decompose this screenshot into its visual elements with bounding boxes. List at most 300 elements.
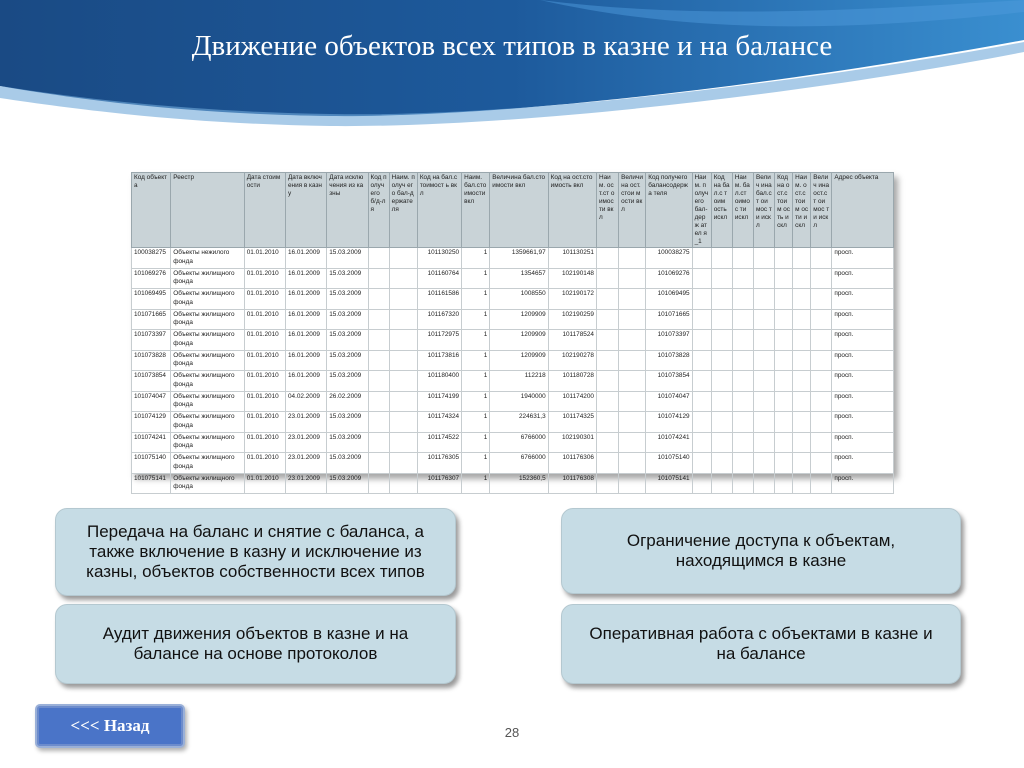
table-cell (753, 473, 774, 494)
table-cell: 01.01.2010 (244, 309, 285, 330)
table-cell (711, 371, 732, 392)
table-cell: 102190172 (548, 289, 596, 310)
table-cell: 15.03.2009 (327, 350, 368, 371)
table-cell (793, 330, 811, 351)
table-cell (775, 473, 793, 494)
table-cell (619, 248, 646, 269)
table-cell (692, 473, 711, 494)
table-cell (753, 371, 774, 392)
table-cell: 100038275 (132, 248, 171, 269)
table-cell: 01.01.2010 (244, 473, 285, 494)
table-cell: 15.03.2009 (327, 453, 368, 474)
table-cell: 102190259 (548, 309, 596, 330)
table-cell: 101073397 (646, 330, 692, 351)
table-cell (692, 371, 711, 392)
table-cell (389, 453, 417, 474)
table-cell (775, 330, 793, 351)
table-cell: Объекты нежилого фонда (171, 248, 244, 269)
table-cell (732, 248, 753, 269)
table-cell (711, 350, 732, 371)
table-cell: 152360,5 (490, 473, 548, 494)
table-cell (732, 432, 753, 453)
table-cell (619, 432, 646, 453)
table-cell: 224631,3 (490, 412, 548, 433)
table-header-cell: Наим. бал.ст оимос ти искл (732, 173, 753, 248)
table-cell (596, 391, 618, 412)
table-cell (811, 412, 832, 433)
table-cell (389, 432, 417, 453)
table-cell: просп. (832, 268, 894, 289)
table-cell (793, 391, 811, 412)
table-cell: 101071665 (646, 309, 692, 330)
table-cell (711, 473, 732, 494)
table-cell: 6766000 (490, 432, 548, 453)
table-cell (368, 268, 389, 289)
table-cell (692, 309, 711, 330)
table-cell: 01.01.2010 (244, 289, 285, 310)
table-cell (389, 391, 417, 412)
table-cell (596, 268, 618, 289)
table-cell: 101075140 (646, 453, 692, 474)
table-cell: 1 (462, 473, 490, 494)
table-cell (619, 412, 646, 433)
table-cell: 23.01.2009 (285, 432, 326, 453)
table-cell (775, 248, 793, 269)
table-cell: Объекты жилищного фонда (171, 309, 244, 330)
table-row (132, 391, 894, 412)
table-cell: Объекты жилищного фонда (171, 330, 244, 351)
table-cell: 1 (462, 412, 490, 433)
table-cell (793, 309, 811, 330)
table-cell (596, 350, 618, 371)
table-header-cell: Код получего балансодержа теля (646, 173, 692, 248)
table-cell: 100038275 (646, 248, 692, 269)
table-row (132, 473, 894, 494)
table-cell: 1 (462, 391, 490, 412)
table-cell: 01.01.2010 (244, 453, 285, 474)
table-cell (753, 248, 774, 269)
table-cell (753, 453, 774, 474)
table-cell (619, 473, 646, 494)
table-cell: Объекты жилищного фонда (171, 473, 244, 494)
table-cell (811, 268, 832, 289)
table-cell: 102190278 (548, 350, 596, 371)
table-cell: 26.02.2009 (327, 391, 368, 412)
table-cell (753, 412, 774, 433)
table-cell (732, 371, 753, 392)
table-cell: Объекты жилищного фонда (171, 453, 244, 474)
table-cell: 01.01.2010 (244, 330, 285, 351)
table-cell: 101176308 (548, 473, 596, 494)
table-cell (793, 432, 811, 453)
table-cell: Объекты жилищного фонда (171, 412, 244, 433)
table-cell (775, 412, 793, 433)
table-cell (775, 371, 793, 392)
table-cell (811, 432, 832, 453)
table-cell: 1 (462, 350, 490, 371)
table-cell (619, 289, 646, 310)
table-cell (775, 350, 793, 371)
table-cell (389, 330, 417, 351)
feature-box-access: Ограничение доступа к объектам, находящимся в казне (561, 508, 961, 594)
table-row (132, 432, 894, 453)
table-cell: 1 (462, 309, 490, 330)
table-cell (753, 289, 774, 310)
table-header-cell: Наим. бал.сто имости вкл (462, 173, 490, 248)
table-cell (692, 391, 711, 412)
table-cell: 1 (462, 330, 490, 351)
table-cell: 16.01.2009 (285, 330, 326, 351)
table-cell (732, 350, 753, 371)
table-cell: Объекты жилищного фонда (171, 350, 244, 371)
table-cell (732, 453, 753, 474)
table-cell (368, 248, 389, 269)
table-cell (775, 432, 793, 453)
table-cell: просп. (832, 371, 894, 392)
table-cell: 101174199 (417, 391, 461, 412)
table-row (132, 412, 894, 433)
table-cell: 01.01.2010 (244, 412, 285, 433)
table-cell (775, 268, 793, 289)
table-cell (389, 309, 417, 330)
table-cell: 102190148 (548, 268, 596, 289)
table-cell: 101073397 (132, 330, 171, 351)
table-cell: Объекты жилищного фонда (171, 289, 244, 310)
table-cell: 16.01.2009 (285, 350, 326, 371)
table-header-cell: Адрес объекта (832, 173, 894, 248)
table-cell: просп. (832, 391, 894, 412)
table-cell (368, 371, 389, 392)
table-header-cell: Велич ина бал.ст оимос ти искл (753, 173, 774, 248)
table-cell: 1 (462, 453, 490, 474)
table-header-cell: Наим. получ его бал-держ ател я_1 (692, 173, 711, 248)
table-cell (711, 289, 732, 310)
table-cell (811, 473, 832, 494)
table-cell: 101073828 (132, 350, 171, 371)
table-cell: 6766000 (490, 453, 548, 474)
table-cell: 16.01.2009 (285, 268, 326, 289)
table-cell (732, 412, 753, 433)
table-cell: 101172975 (417, 330, 461, 351)
table-cell: просп. (832, 350, 894, 371)
table-cell (596, 371, 618, 392)
table-cell (753, 309, 774, 330)
table-cell: 1209909 (490, 330, 548, 351)
table-cell: 15.03.2009 (327, 473, 368, 494)
table-cell: просп. (832, 473, 894, 494)
table-cell (596, 309, 618, 330)
table-cell (793, 371, 811, 392)
table-cell (619, 268, 646, 289)
objects-table (131, 172, 894, 494)
table-cell: 15.03.2009 (327, 330, 368, 351)
table-cell (692, 330, 711, 351)
table-cell (775, 453, 793, 474)
table-cell (389, 371, 417, 392)
table-cell: 101069276 (646, 268, 692, 289)
table-header-cell: Код на ост.с тоим ость искл (775, 173, 793, 248)
table-cell (753, 432, 774, 453)
table-row (132, 350, 894, 371)
table-cell (619, 309, 646, 330)
table-header-cell: Наи м. ост.с тоим ости искл (793, 173, 811, 248)
table-cell (711, 248, 732, 269)
table-cell (775, 309, 793, 330)
table-header-cell: Велич ина ост.ст оимос ти искл (811, 173, 832, 248)
table-cell (692, 350, 711, 371)
table-row (132, 309, 894, 330)
table-cell (811, 248, 832, 269)
table-cell (368, 391, 389, 412)
table-body (132, 248, 894, 494)
table-cell (732, 309, 753, 330)
table-cell: просп. (832, 289, 894, 310)
table-cell: 15.03.2009 (327, 371, 368, 392)
table-header-cell: Величина бал.стоимости вкл (490, 173, 548, 248)
table-cell (753, 391, 774, 412)
table-cell (619, 330, 646, 351)
table-cell (811, 453, 832, 474)
table-cell (793, 350, 811, 371)
table-cell (793, 268, 811, 289)
table-cell (596, 289, 618, 310)
table-cell: 16.01.2009 (285, 371, 326, 392)
table-cell (368, 432, 389, 453)
table-cell (692, 289, 711, 310)
table-cell: 101167320 (417, 309, 461, 330)
table-cell (368, 453, 389, 474)
table-header-cell: Наим. ост.ст оимос ти вкл (596, 173, 618, 248)
table-cell: просп. (832, 248, 894, 269)
table-cell (389, 268, 417, 289)
table-cell: 101074047 (132, 391, 171, 412)
table-cell (811, 391, 832, 412)
table-cell: 1940000 (490, 391, 548, 412)
table-cell: просп. (832, 432, 894, 453)
table-cell: 101073854 (646, 371, 692, 392)
table-header-cell: Дата исключения из казны (327, 173, 368, 248)
table-cell: 15.03.2009 (327, 412, 368, 433)
table-cell (692, 453, 711, 474)
table-cell: 1359661,97 (490, 248, 548, 269)
table-cell (692, 268, 711, 289)
table-row (132, 289, 894, 310)
table-cell (619, 350, 646, 371)
table-cell (711, 432, 732, 453)
table-cell: 101074129 (132, 412, 171, 433)
table-cell: 01.01.2010 (244, 248, 285, 269)
table-cell (811, 330, 832, 351)
table-cell: 101173816 (417, 350, 461, 371)
table-cell: 101160764 (417, 268, 461, 289)
table-cell: 1354657 (490, 268, 548, 289)
table-cell: 101174200 (548, 391, 596, 412)
table-cell (596, 473, 618, 494)
table-cell (596, 453, 618, 474)
table-cell (596, 412, 618, 433)
table-cell: 101069495 (132, 289, 171, 310)
table-cell (793, 473, 811, 494)
table-cell: просп. (832, 330, 894, 351)
table-cell (811, 371, 832, 392)
table-cell (775, 391, 793, 412)
table-header-cell: Величи на ост.стои мости вкл (619, 173, 646, 248)
table-header-cell: Дата стоимости (244, 173, 285, 248)
table-row (132, 268, 894, 289)
objects-table-screenshot (131, 172, 894, 490)
table-row (132, 330, 894, 351)
feature-box-audit: Аудит движения объектов в казне и на балансе на основе протоколов (55, 604, 456, 684)
table-header-cell: Код на бал.стоимост ь вкл (417, 173, 461, 248)
table-header-cell: Реестр (171, 173, 244, 248)
table-cell: Объекты жилищного фонда (171, 268, 244, 289)
table-cell: 01.01.2010 (244, 391, 285, 412)
table-cell (596, 330, 618, 351)
table-cell (711, 453, 732, 474)
table-cell: 101180400 (417, 371, 461, 392)
table-row (132, 371, 894, 392)
table-cell: 101174324 (417, 412, 461, 433)
table-cell: 112218 (490, 371, 548, 392)
table-cell (793, 412, 811, 433)
table-cell: 15.03.2009 (327, 268, 368, 289)
table-cell (732, 268, 753, 289)
table-cell (389, 473, 417, 494)
table-cell (753, 268, 774, 289)
table-cell: 101130250 (417, 248, 461, 269)
table-header-row (132, 173, 894, 248)
table-cell (711, 268, 732, 289)
table-cell: 101178524 (548, 330, 596, 351)
table-cell (811, 289, 832, 310)
table-cell (368, 289, 389, 310)
table-header-cell: Код на ост.стоимость вкл (548, 173, 596, 248)
table-cell: 1 (462, 371, 490, 392)
table-cell: 101161586 (417, 289, 461, 310)
table-cell: 1 (462, 432, 490, 453)
table-cell (368, 473, 389, 494)
table-row (132, 453, 894, 474)
table-cell (732, 289, 753, 310)
table-cell: 101174325 (548, 412, 596, 433)
table-cell (368, 330, 389, 351)
table-header-cell: Код получ его б/д-ля (368, 173, 389, 248)
table-cell: Объекты жилищного фонда (171, 391, 244, 412)
table-cell: 101074241 (132, 432, 171, 453)
table-header-cell: Код на бал.с тоим ость искл (711, 173, 732, 248)
table-header-cell: Наим. получ его бал-держате ля (389, 173, 417, 248)
table-cell: 1 (462, 268, 490, 289)
table-cell (619, 453, 646, 474)
table-cell (692, 412, 711, 433)
table-cell: 04.02.2009 (285, 391, 326, 412)
table-cell (732, 473, 753, 494)
table-cell (753, 330, 774, 351)
table-cell (596, 248, 618, 269)
table-cell: 15.03.2009 (327, 309, 368, 330)
table-cell: 15.03.2009 (327, 289, 368, 310)
table-cell (389, 248, 417, 269)
table-cell: 1 (462, 248, 490, 269)
table-cell: 102190301 (548, 432, 596, 453)
table-cell (368, 412, 389, 433)
table-row (132, 248, 894, 269)
table-cell: 1209909 (490, 309, 548, 330)
page-number: 28 (504, 725, 520, 740)
table-cell (368, 309, 389, 330)
table-cell (692, 432, 711, 453)
table-cell: 101073828 (646, 350, 692, 371)
table-cell (711, 309, 732, 330)
table-cell: 15.03.2009 (327, 432, 368, 453)
slide-title: Движение объектов всех типов в казне и на балансе (191, 30, 833, 62)
table-cell: 101069495 (646, 289, 692, 310)
back-button[interactable]: <<< Назад (35, 704, 185, 748)
table-cell (793, 289, 811, 310)
table-cell (711, 412, 732, 433)
table-cell: просп. (832, 412, 894, 433)
table-cell: 1008550 (490, 289, 548, 310)
table-cell: 101176306 (548, 453, 596, 474)
table-cell (775, 289, 793, 310)
table-cell: 101074241 (646, 432, 692, 453)
table-cell: Объекты жилищного фонда (171, 432, 244, 453)
table-header-cell: Дата включения в казну (285, 173, 326, 248)
table-cell: 01.01.2010 (244, 268, 285, 289)
table-cell: 101069276 (132, 268, 171, 289)
table-cell: 1 (462, 289, 490, 310)
table-cell (711, 391, 732, 412)
feature-box-operations: Оперативная работа с объектами в казне и на балансе (561, 604, 961, 684)
table-cell (732, 330, 753, 351)
table-cell: 101075141 (646, 473, 692, 494)
table-cell: 101180728 (548, 371, 596, 392)
table-cell: 23.01.2009 (285, 473, 326, 494)
table-cell: 16.01.2009 (285, 309, 326, 330)
table-cell: 23.01.2009 (285, 412, 326, 433)
table-cell (811, 309, 832, 330)
table-cell (793, 248, 811, 269)
table-cell (596, 432, 618, 453)
table-cell: 16.01.2009 (285, 289, 326, 310)
table-cell: Объекты жилищного фонда (171, 371, 244, 392)
table-cell: 101071665 (132, 309, 171, 330)
table-cell: 101075140 (132, 453, 171, 474)
table-cell (389, 289, 417, 310)
table-cell (711, 330, 732, 351)
table-cell: 1209909 (490, 350, 548, 371)
table-cell: 101074129 (646, 412, 692, 433)
table-cell (811, 350, 832, 371)
feature-box-transfer: Передача на баланс и снятие с баланса, а также включение в казну и исключение из казны, объектов собственности всех типов (55, 508, 456, 596)
table-cell (753, 350, 774, 371)
table-cell: 101074047 (646, 391, 692, 412)
table-header-cell: Код объекта (132, 173, 171, 248)
table-cell (389, 412, 417, 433)
table-cell: 101176305 (417, 453, 461, 474)
table-cell: просп. (832, 453, 894, 474)
table-cell: 101130251 (548, 248, 596, 269)
table-cell: 101176307 (417, 473, 461, 494)
header-banner (0, 0, 1024, 130)
table-cell (389, 350, 417, 371)
table-cell: 01.01.2010 (244, 371, 285, 392)
table-cell: 01.01.2010 (244, 350, 285, 371)
table-cell (793, 453, 811, 474)
table-cell: 16.01.2009 (285, 248, 326, 269)
table-cell: 101174522 (417, 432, 461, 453)
table-cell: 01.01.2010 (244, 432, 285, 453)
